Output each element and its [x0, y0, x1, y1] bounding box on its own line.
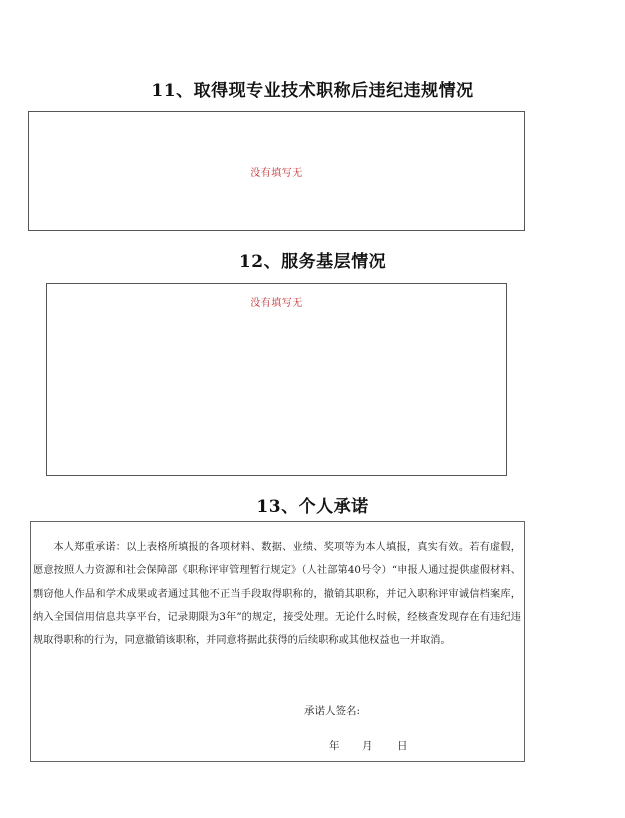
section-12-box	[46, 283, 507, 476]
day-label: 日	[397, 740, 408, 752]
month-label: 月	[362, 740, 373, 752]
section-12-content: 没有填写无	[250, 298, 303, 309]
section-12-title: 12、服务基层情况	[238, 252, 387, 272]
promise-text: 本人郑重承诺：以上表格所填报的各项材料、数据、业绩、奖项等为本人填报，真实有效。若有虚假，愿意按照人力资源和社会保障部《职称评审管理暂行规定》（人社部第40号令）“申报人通过提供虚假材料、剽窃他人作品和学术成果或者通过其他不正当手段取得职称的，撤销其职称，并记入职称评审诚信档案库，纳入全国信用信息共享平台，记录期限为3年”的规定，接受处理。无论什么时候，经核查发现存在有违纪违规取得职称的行为，同意撤销该职称，并同意将据此获得的后续职称或其他权益也一并取消。	[33, 542, 521, 647]
signature-label: 承诺人签名:	[304, 705, 361, 717]
year-label: 年	[329, 740, 340, 752]
section-13-box	[30, 521, 525, 762]
section-11-box	[28, 111, 525, 231]
section-11-content: 没有填写无	[250, 168, 303, 179]
section-13-title: 13、个人承诺	[256, 497, 369, 517]
section-11-title: 11、取得现专业技术职称后违纪违规情况	[151, 81, 474, 101]
